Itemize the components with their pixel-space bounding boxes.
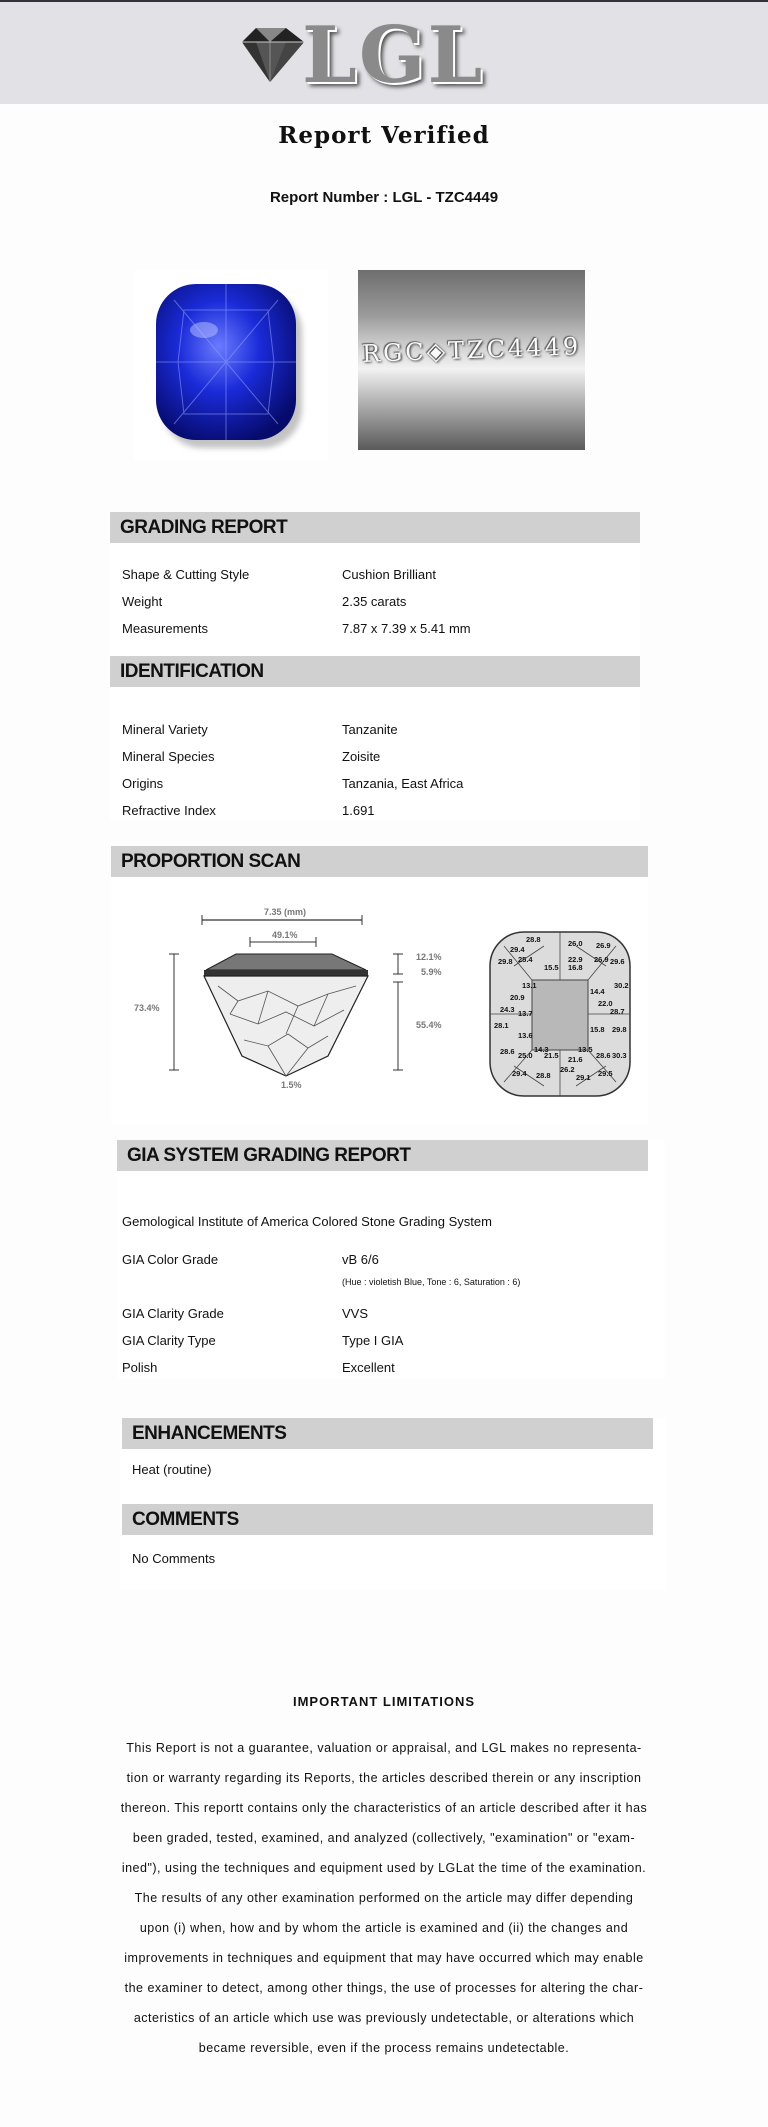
facet-value: 29.4	[510, 945, 525, 954]
row-label: GIA Color Grade	[122, 1252, 219, 1267]
row-label: Measurements	[122, 621, 208, 636]
row-value: Tanzania, East Africa	[342, 776, 464, 791]
facet-diagram	[474, 906, 644, 1118]
culet-label: 1.5%	[281, 1080, 302, 1090]
enhancements-text: Heat (routine)	[132, 1462, 212, 1477]
identification-header: IDENTIFICATION	[110, 656, 640, 687]
row-value: Type I GIA	[342, 1333, 404, 1348]
facet-value: 14.4	[590, 987, 605, 996]
facet-value: 26.9	[594, 955, 609, 964]
facet-value: 29.1	[576, 1073, 591, 1082]
header-bar	[0, 0, 768, 104]
facet-value: 15.5	[544, 963, 559, 972]
row-label: Origins	[122, 776, 164, 791]
facet-value: 29.4	[512, 1069, 527, 1078]
row-label: Weight	[122, 594, 163, 609]
inscription-text: RGC◈TZC4449	[361, 332, 582, 368]
row-label: Polish	[122, 1360, 158, 1375]
facet-value: 25.4	[518, 955, 533, 964]
table-label: 49.1%	[272, 930, 298, 940]
row-value: Zoisite	[342, 749, 381, 764]
row-value: 2.35 carats	[342, 594, 407, 609]
report-number: Report Number : LGL - TZC4449	[269, 189, 499, 206]
enhancements-header: ENHANCEMENTS	[122, 1418, 653, 1449]
facet-value: 30.3	[612, 1051, 627, 1060]
facet-value: 26.0	[568, 939, 583, 948]
girdle-label: 5.9%	[421, 967, 442, 977]
facet-value: 22.0	[598, 999, 613, 1008]
row-value: Excellent	[342, 1360, 395, 1375]
facet-value: 28.8	[526, 935, 541, 944]
row-label: GIA Clarity Grade	[122, 1306, 224, 1321]
inscription-photo	[358, 270, 585, 450]
row-value: VVS	[342, 1306, 369, 1321]
row-value: 7.87 x 7.39 x 5.41 mm	[342, 621, 471, 636]
facet-value: 13.6	[518, 1031, 533, 1040]
facet-value: 28.7	[610, 1007, 625, 1016]
facet-value: 13.1	[522, 981, 537, 990]
row-value: Cushion Brilliant	[342, 567, 436, 582]
comments-text: No Comments	[132, 1551, 216, 1566]
row-label: GIA Clarity Type	[122, 1333, 216, 1348]
facet-value: 14.3	[534, 1045, 549, 1054]
facet-value: 25.0	[518, 1051, 533, 1060]
gia-subtitle: Gemological Institute of America Colored Stone Grading System	[122, 1214, 492, 1229]
color-grade-note: (Hue : violetish Blue, Tone : 6, Saturation : 6)	[342, 1277, 521, 1287]
row-value: 1.691	[342, 803, 375, 818]
facet-value: 28.1	[494, 1021, 509, 1030]
facet-value: 21.5	[544, 1051, 559, 1060]
row-label: Mineral Species	[122, 749, 215, 764]
row-value: vB 6/6	[342, 1252, 379, 1267]
facet-value: 26.9	[596, 941, 611, 950]
crown-label: 12.1%	[416, 952, 442, 962]
facet-value: 29.5	[598, 1069, 613, 1078]
facet-value: 26.2	[560, 1065, 575, 1074]
facet-value: 29.8	[612, 1025, 627, 1034]
facet-value: 28.6	[500, 1047, 515, 1056]
profile-diagram	[118, 906, 448, 1118]
row-label: Shape & Cutting Style	[122, 567, 250, 582]
facet-value: 16.8	[568, 963, 583, 972]
gia-header: GIA SYSTEM GRADING REPORT	[117, 1140, 648, 1171]
page-title: Report Verified	[278, 122, 490, 149]
facet-value: 21.6	[568, 1055, 583, 1064]
gem-photo	[134, 270, 328, 460]
diamond-icon	[234, 24, 308, 84]
row-value: Tanzanite	[342, 722, 398, 737]
row-label: Mineral Variety	[122, 722, 208, 737]
depth-label: 73.4%	[134, 1003, 160, 1013]
logo-text: LGL	[302, 10, 485, 101]
comments-header: COMMENTS	[122, 1504, 653, 1535]
proportion-scan-header: PROPORTION SCAN	[111, 846, 648, 877]
pavilion-label: 55.4%	[416, 1020, 442, 1030]
limitations-title: IMPORTANT LIMITATIONS	[292, 1694, 476, 1709]
facet-value: 24.3	[500, 1005, 515, 1014]
width-label: 7.35 (mm)	[264, 907, 307, 917]
facet-value: 15.8	[590, 1025, 605, 1034]
grading-report-header: GRADING REPORT	[110, 512, 640, 543]
facet-value: 29.6	[610, 957, 625, 966]
limitations-text: This Report is not a guarantee, valuation or appraisal, and LGL makes no representa-tion or warranty regarding its Reports, the articles described therein or any inscription thereon. This reportt contains only the characteristics of an article described after it has been graded, tested, examined, and analyzed (collectively, "examination" or "exam-ined"), using the techniques and equipment used by LGLat the time of the examination. The results of any other examination performed on the article may differ depending upon (i) when, how and by whom the article is examined and (ii) the changes and improvements in techniques and equipment that may have occurred which may enable the examiner to detect, among other things, the use of processes for altering the char-acteristics of an article which use was previously undetectable, or alterations which became reversible, even if the process remains undetectable.	[120, 1741, 648, 2055]
facet-value: 22.9	[568, 955, 583, 964]
facet-value: 30.2	[614, 981, 629, 990]
row-label: Refractive Index	[122, 803, 216, 818]
facet-value: 29.8	[498, 957, 513, 966]
facet-value: 28.8	[536, 1071, 551, 1080]
facet-value: 20.9	[510, 993, 525, 1002]
facet-value: 13.5	[578, 1045, 593, 1054]
facet-value: 28.6	[596, 1051, 611, 1060]
lgl-logo[interactable]	[234, 10, 494, 101]
facet-value: 13.7	[518, 1009, 533, 1018]
